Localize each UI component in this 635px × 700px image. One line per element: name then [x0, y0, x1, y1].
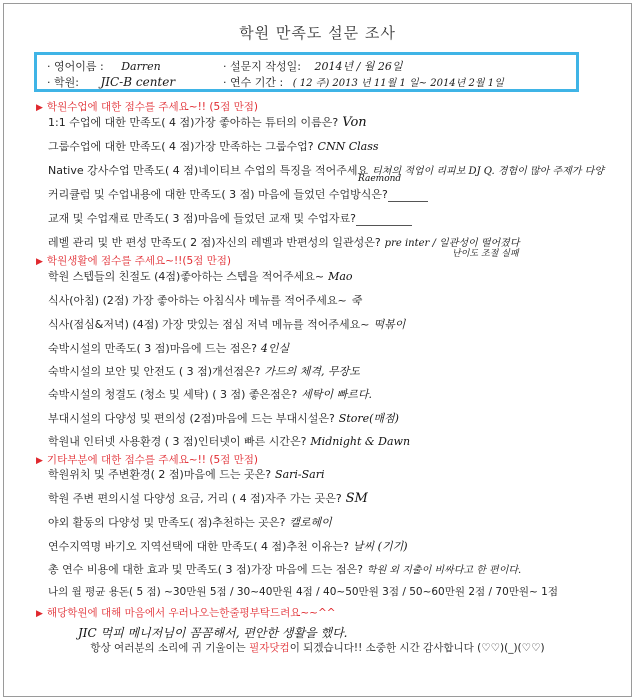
review-text: JIC 먹피 메니저님이 꼼꼼해서, 편안한 생활을 했다. [78, 626, 348, 640]
answer-lunch-dinner: 떡볶이 [373, 318, 406, 331]
answer-group: CNN Class [317, 140, 379, 153]
answer-native-teacher: Raemond [358, 174, 402, 184]
question-location: 학원위치 및 주변환경( 2 점)마음에 드는 곳은? Sari-Sari [48, 468, 325, 481]
answer-region: 날씨 (기기) [352, 540, 408, 553]
question-curriculum: 커리큘럼 및 수업내용에 대한 만족도( 3 점) 마음에 들었던 수업방식은? [48, 186, 428, 202]
question-1on1: 1:1 수업에 대한 만족도( 4 점)가장 좋아하는 튜터의 이름은? Von [48, 115, 367, 130]
question-amenities: 학원 주변 편의시설 다양성 요금, 거리 ( 4 점)자주 가는 곳은? SM [48, 491, 368, 506]
section-review: ▶ 해당학원에 대해 마음에서 우러나오는한줄평부탁드려요~~^^ [36, 607, 336, 619]
school-label: · 학원: [47, 76, 79, 89]
english-name-row [47, 58, 161, 74]
question-group: 그룹수업에 대한 만족도( 4 점)가장 만족하는 그룹수업? CNN Class [48, 140, 379, 153]
answer-cleanliness: 세탁이 빠르다. [301, 388, 372, 401]
answer-outdoor: 캘로헤이 [289, 516, 332, 529]
question-cost: 총 연수 비용에 대한 효과 및 만족도( 3 점)가장 마음에 드는 점은? 학원 외 지출이 비싸다고 한 편이다. [48, 563, 522, 576]
answer-staff: Mao [328, 270, 353, 283]
section-life-scores: ▶ 학원생활에 점수를 주세요~!!(5점 만점) [36, 255, 232, 267]
answer-level: pre inter / 일관성이 떨어졌다 [384, 238, 520, 249]
answer-line [388, 201, 428, 202]
english-name-label: · 영어이름 : [47, 60, 104, 73]
footer-message: 항상 여러분의 소리에 귀 기울이는 필자닷컴이 되겠습니다!! 소중한 시간 감사합니다 (♡♡)(_)(♡♡) [90, 642, 545, 654]
question-cleanliness: 숙박시설의 청결도 (청소 및 세탁) ( 3 점) 좋은점은? 세탁이 빠르다. [48, 388, 372, 401]
footer-brand: 필자닷컴 [249, 642, 290, 654]
school-value: JIC-B center [100, 75, 176, 89]
section-other-scores: ▶ 기타부분에 대한 점수를 주세요~!! (5점 만점) [36, 454, 258, 466]
question-breakfast: 식사(아침) (2점) 가장 좋아하는 아침식사 메뉴를 적어주세요~ 죽 [48, 294, 362, 307]
school-row [47, 74, 175, 90]
answer-breakfast: 죽 [350, 294, 362, 307]
answer-cost: 학원 외 지출이 비싸다고 한 편이다. [366, 565, 522, 576]
answer-1on1: Von [342, 115, 367, 130]
question-region: 연수지역명 바기오 지역선택에 대한 만족도( 4 점)추천 이유는? 날씨 (기기) [48, 540, 408, 553]
english-name-value: Darren [121, 60, 161, 73]
answer-amenities: SM [345, 491, 368, 506]
survey-date-row [223, 58, 403, 74]
section-class-scores: ▶ 학원수업에 대한 점수를 주세요~!! (5점 만점) [36, 101, 258, 113]
survey-date-label: · 설문지 작성일: [223, 60, 301, 73]
answer-line [356, 225, 412, 226]
page-title: 학원 만족도 설문 조사 [239, 24, 396, 42]
answer-native: 티쳐의 적업이 리피보 DJ Q. 경험이 많아 주제가 다양 [372, 166, 604, 177]
question-staff: 학원 스텝들의 친절도 (4점)좋아하는 스텝을 적어주세요~ Mao [48, 270, 353, 283]
survey-date-value: 2014년 / 월 26일 [314, 60, 403, 73]
question-materials: 교재 및 수업재료 만족도( 3 점)마음에 들었던 교재 및 수업자료? [48, 210, 412, 226]
answer-internet: Midnight & Dawn [310, 435, 411, 448]
question-security: 숙박시설의 보안 및 안전도 ( 3 점)개선점은? 가드의 체격, 무장도 [48, 365, 360, 378]
question-dorm: 숙박시설의 만족도( 3 점)마음에 드는 점은? 4인실 [48, 342, 290, 355]
answer-level-note: 난이도 조절 실패 [452, 249, 519, 259]
answer-location: Sari-Sari [275, 468, 325, 481]
study-period-row [223, 74, 504, 90]
answer-security: 가드의 체격, 무장도 [264, 365, 360, 378]
question-allowance: 나의 월 평균 용돈( 5 점) ~30만원 5점 / 30~40만원 4점 / 40~50만원 3점 / 50~60만원 2점 / 70만원~ 1점 [48, 586, 559, 598]
study-period-label: · 연수 기간 : [223, 76, 284, 89]
question-facilities: 부대시설의 다양성 및 편의성 (2점)마음에 드는 부대시설은? Store(매점) [48, 412, 399, 425]
answer-dorm: 4인실 [260, 342, 290, 355]
question-outdoor: 야외 활동의 다양성 및 만족도( 점)추천하는 곳은? 캘로헤이 [48, 516, 332, 529]
question-level: 레벨 관리 및 반 편성 만족도( 2 점)자신의 레벨과 반편성의 일관성은? pre inter / 일관성이 떨어졌다 [48, 236, 520, 249]
study-period-value: ( 12 주) 2013 년 11월 1 일~ 2014년 2월 1일 [292, 78, 504, 89]
answer-facilities: Store(매점) [338, 412, 399, 425]
question-internet: 학원내 인터넷 사용환경 ( 3 점)인터넷이 빠른 시간은? Midnight & Dawn [48, 435, 411, 448]
info-box [34, 52, 579, 92]
question-lunch-dinner: 식사(점심&저녁) (4점) 가장 맛있는 점심 저녁 메뉴를 적어주세요~ 떡볶이 [48, 318, 406, 331]
question-native: Native 강사수업 만족도( 4 점)네이티브 수업의 특징을 적어주세요 티쳐의 적업이 리피보 DJ Q. 경험이 많아 주제가 다양 [48, 164, 604, 177]
